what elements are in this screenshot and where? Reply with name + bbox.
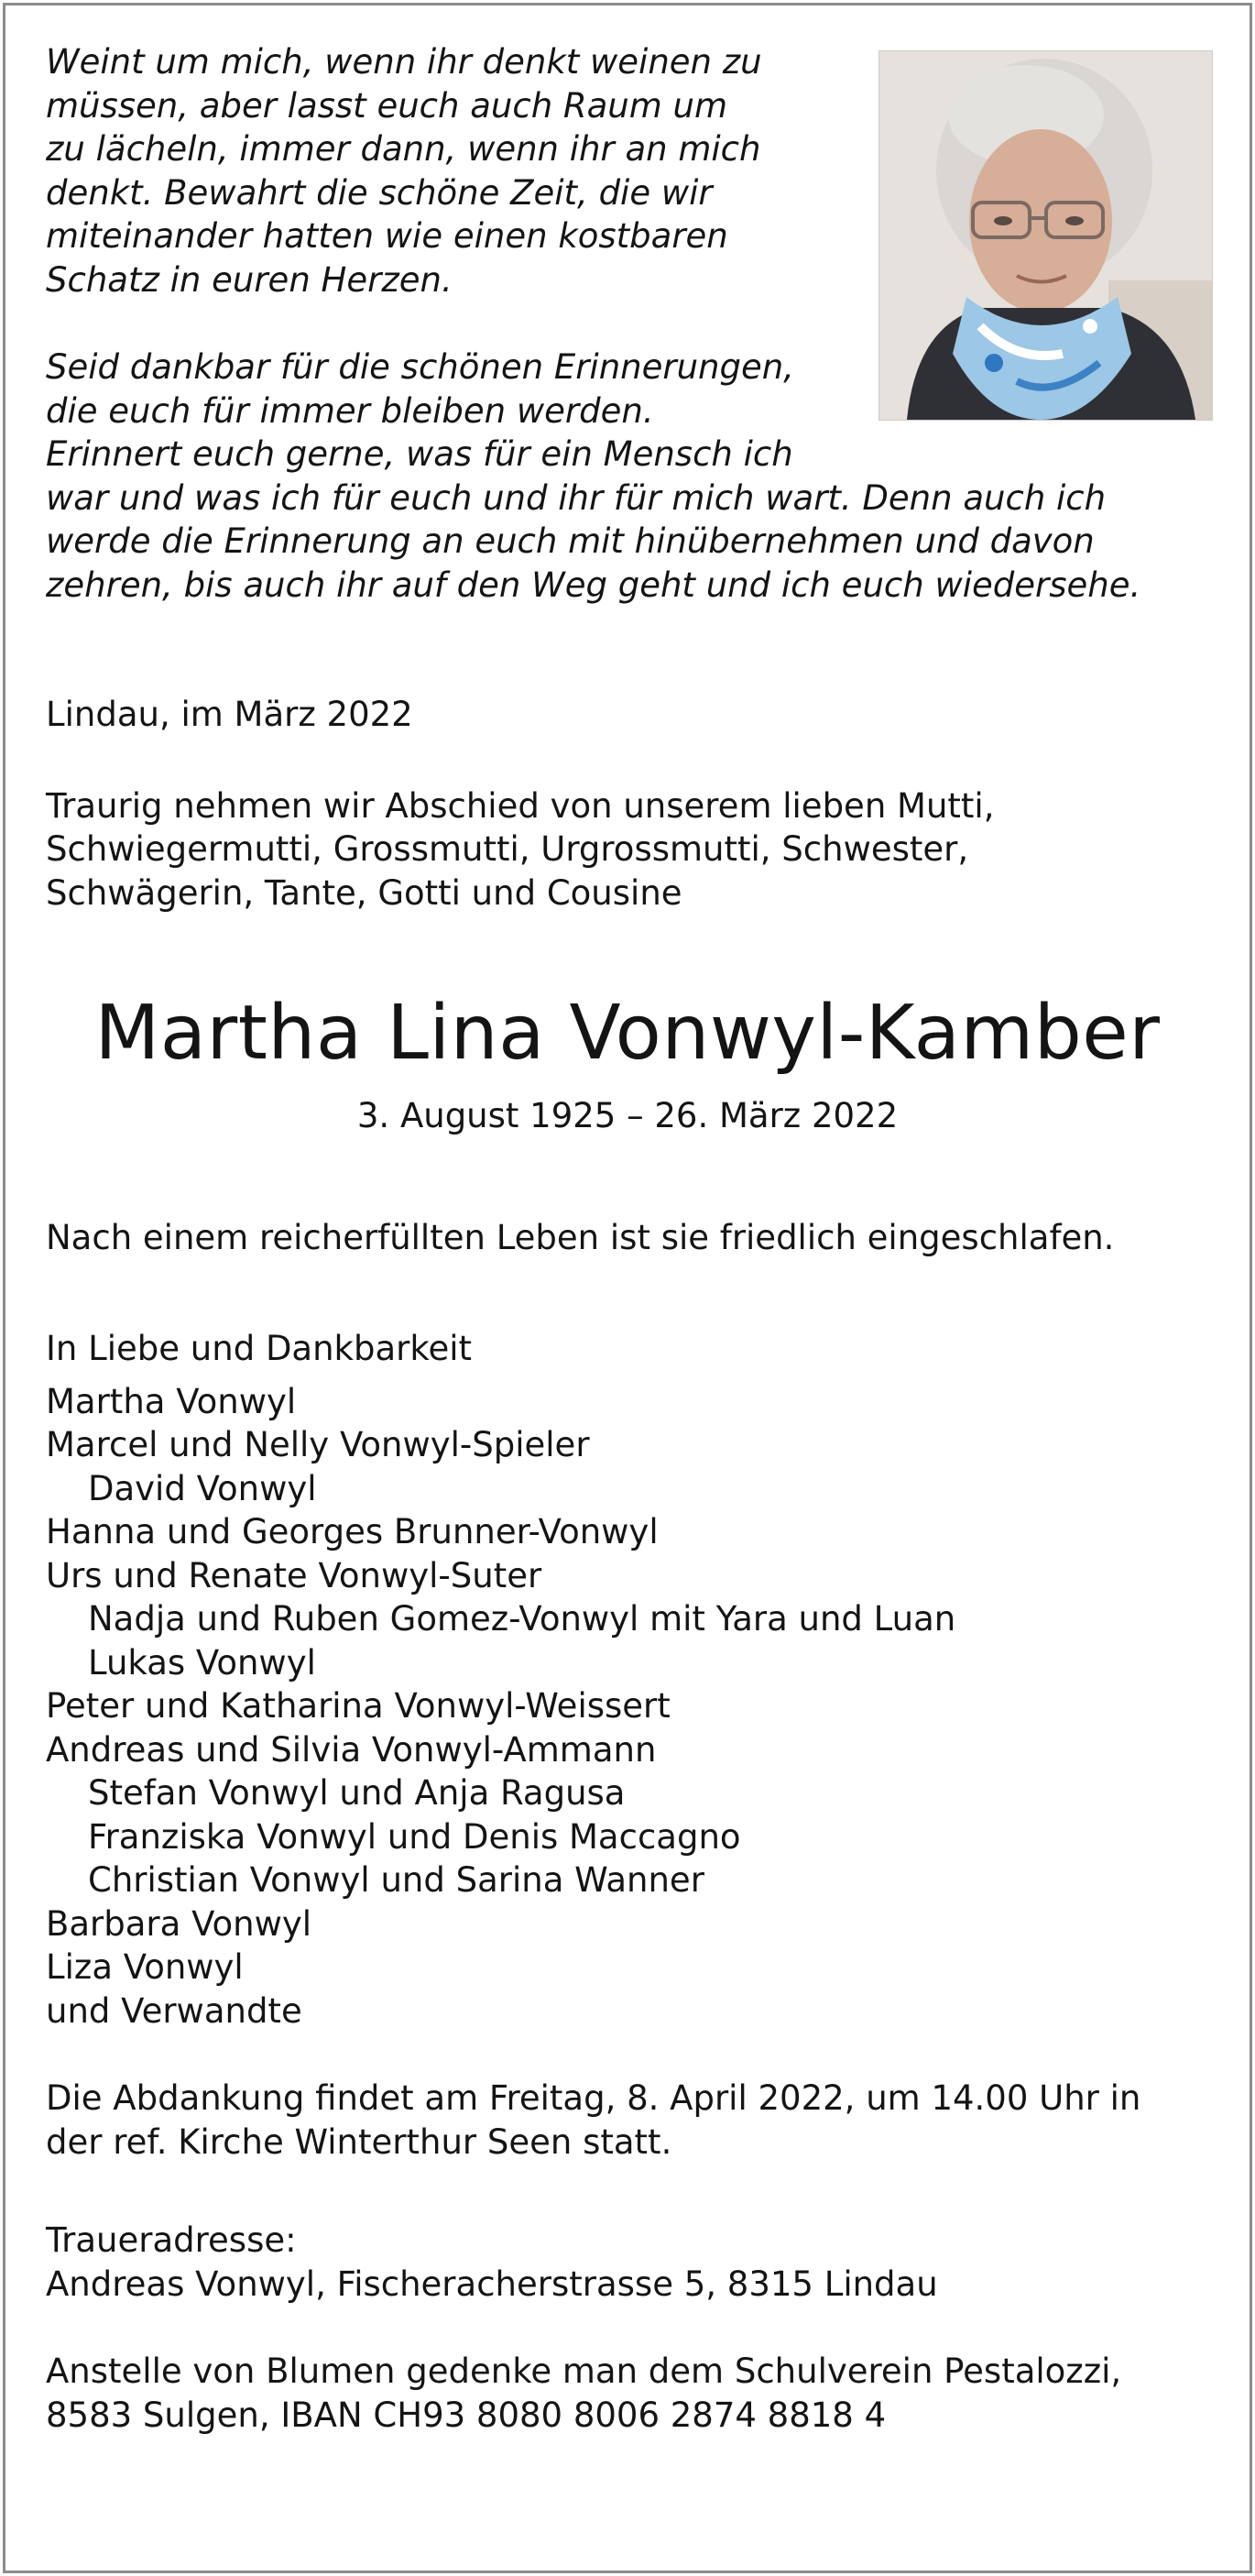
family-member: Barbara Vonwyl	[46, 1903, 312, 1944]
family-member: Franziska Vonwyl und Denis Maccagno	[88, 1816, 741, 1857]
portrait-photo	[878, 50, 1213, 421]
farewell-intro	[46, 784, 1209, 915]
poem-line: Seid dankbar für die schönen Erinnerungen,	[46, 347, 794, 387]
family-member: Hanna und Georges Brunner-Vonwyl	[46, 1512, 659, 1551]
family-member: Peter und Katharina Vonwyl-Weissert	[46, 1686, 671, 1726]
poem-line: werde die Erinnerung an euch mit hinübernehmen und davon	[46, 521, 1095, 561]
thanks-line: In Liebe und Dankbarkeit	[46, 1329, 473, 1368]
poem-line: Weint um mich, wenn ihr denkt weinen zu	[46, 42, 762, 82]
poem-line: denkt. Bewahrt die schöne Zeit, die wir	[46, 172, 713, 213]
donation-line: Anstelle von Blumen gedenke man dem Schulverein Pestalozzi,	[46, 2351, 1122, 2391]
poem-line: war und was ich für euch und ihr für mich wart. Denn auch ich	[46, 477, 1107, 518]
family-member: Marcel und Nelly Vonwyl-Spieler	[46, 1425, 590, 1464]
service-line: der ref. Kirche Winterthur Seen statt.	[46, 2121, 672, 2162]
poem-line: zehren, bis auch ihr auf den Weg geht und ich euch wiedersehe.	[46, 565, 1141, 605]
donation-line: 8583 Sulgen, IBAN CH93 8080 8006 2874 8818 4	[46, 2395, 887, 2435]
mourning-address: Andreas Vonwyl, Fischeracherstrasse 5, 8315 Lindau	[46, 2264, 938, 2304]
place-date: Lindau, im März 2022	[46, 695, 413, 734]
poem-line: müssen, aber lasst euch auch Raum um	[46, 85, 728, 126]
family-member: Urs und Renate Vonwyl-Suter	[46, 1555, 542, 1595]
family-member: Lukas Vonwyl	[88, 1642, 316, 1683]
closing-note: Nach einem reicherfüllten Leben ist sie friedlich eingeschlafen.	[46, 1217, 1115, 1257]
intro-line: Schwiegermutti, Grossmutti, Urgrossmutti, Schwester,	[46, 829, 969, 869]
obituary-notice	[46, 40, 1209, 2437]
poem-line: Erinnert euch gerne, was für ein Mensch ich	[46, 434, 793, 474]
intro-line: Traurig nehmen wir Abschied von unserem lieben Mutti,	[46, 785, 995, 826]
family-member: und Verwandte	[46, 1990, 302, 2031]
poem-line: Schatz in euren Herzen.	[46, 259, 453, 300]
poem-line: die euch für immer bleiben werden.	[46, 390, 654, 431]
family-member: Christian Vonwyl und Sarina Wanner	[88, 1860, 704, 1900]
service-info	[46, 2077, 1209, 2164]
deceased-name: Martha Lina Vonwyl-Kamber	[94, 990, 1161, 1077]
family-member: David Vonwyl	[88, 1468, 317, 1508]
family-list	[46, 1380, 1209, 2033]
family-member: Stefan Vonwyl und Anja Ragusa	[88, 1773, 626, 1813]
family-member: Nadja und Ruben Gomez-Vonwyl mit Yara und Luan	[88, 1599, 956, 1639]
poem-line: miteinander hatten wie einen kostbaren	[46, 216, 728, 256]
service-line: Die Abdankung findet am Freitag, 8. April 2022, um 14.00 Uhr in	[46, 2078, 1141, 2118]
family-member: Liza Vonwyl	[46, 1947, 244, 1987]
family-member: Andreas und Silvia Vonwyl-Ammann	[46, 1729, 657, 1770]
poem-line: zu lächeln, immer dann, wenn ihr an mich	[46, 129, 761, 169]
intro-line: Schwägerin, Tante, Gotti und Cousine	[46, 872, 682, 913]
life-dates: 3. August 1925 – 26. März 2022	[356, 1096, 899, 1135]
address-label: Traueradresse:	[46, 2220, 297, 2260]
family-member: Martha Vonwyl	[46, 1381, 297, 1421]
donation-info	[46, 2350, 1209, 2437]
